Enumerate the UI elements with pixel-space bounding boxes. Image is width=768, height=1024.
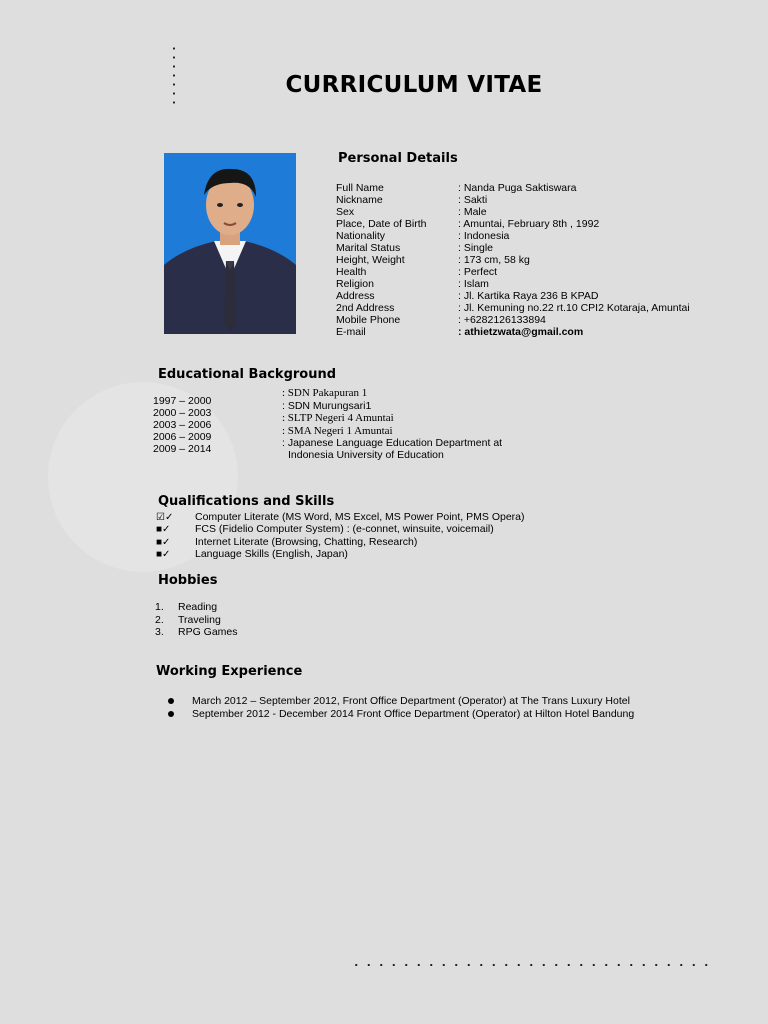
value-full-name: : Nanda Puga Saktiswara [458, 182, 577, 194]
list-item: September 2012 - December 2014 Front Office Department (Operator) at Hilton Hotel Bandung [168, 708, 634, 721]
list-item [156, 548, 525, 560]
list-item: 1. Reading [155, 601, 218, 613]
label-address: Address [336, 290, 375, 302]
label-birth: Place, Date of Birth [336, 218, 427, 230]
personal-details-heading: Personal Details [338, 151, 458, 166]
label-health: Health [336, 266, 367, 278]
list-item [156, 536, 525, 548]
list-item: 3. RPG Games [155, 626, 238, 638]
edu-school: : SMA Negeri 1 Amuntai [282, 424, 393, 437]
label-religion: Religion [336, 278, 374, 290]
value-marital: : Single [458, 242, 494, 254]
profile-photo [164, 153, 296, 334]
value-address: : Jl. Kartika Raya 236 B KPAD [458, 290, 599, 302]
edu-school: : SLTP Negeri 4 Amuntai [282, 412, 394, 424]
value-sex: : Male [458, 206, 487, 218]
work-heading: Working Experience [156, 664, 303, 679]
label-second-address: 2nd Address [336, 302, 395, 314]
edu-school: : SDN Pakapuran 1 [282, 387, 368, 399]
checkbox-icon: ☑✓ [156, 512, 174, 523]
education-schools [282, 387, 502, 461]
checkbox-icon: ■✓ [156, 548, 171, 560]
label-sex: Sex [336, 206, 355, 218]
bullet-icon [168, 698, 174, 704]
skill-text: Computer Literate (MS Word, MS Excel, MS Power Point, PMS Opera) [195, 511, 525, 523]
edu-year: 1997 – 2000 [153, 395, 212, 407]
label-marital: Marital Status [336, 242, 401, 254]
work-list [168, 695, 634, 720]
value-mobile: : +6282126133894 [458, 314, 546, 326]
value-height-weight: : 173 cm, 58 kg [458, 254, 530, 266]
edu-year: 2009 – 2014 [153, 443, 212, 455]
value-religion: : Islam [458, 278, 489, 290]
bullet-icon [168, 711, 174, 717]
checkbox-icon: ■✓ [156, 536, 171, 548]
education-heading: Educational Background [158, 367, 337, 382]
label-mobile: Mobile Phone [336, 314, 401, 326]
skills-list [156, 511, 525, 560]
skill-text: Internet Literate (Browsing, Chatting, Research) [195, 535, 418, 548]
list-item [156, 511, 525, 523]
skill-text: FCS (Fidelio Computer System) : (e-connet, winsuite, voicemail) [195, 523, 494, 536]
horizontal-dotted-line [350, 962, 712, 968]
skill-text: Language Skills (English, Japan) [195, 547, 348, 560]
label-email: E-mail [336, 326, 366, 338]
edu-year: 2006 – 2009 [153, 431, 212, 443]
label-nickname: Nickname [336, 194, 383, 206]
edu-year: 2000 – 2003 [153, 407, 212, 419]
list-item: March 2012 – September 2012, Front Office Department (Operator) at The Trans Luxury Hotel [168, 695, 634, 708]
checkbox-icon: ■✓ [156, 524, 171, 536]
personal-values [458, 182, 690, 338]
personal-labels [336, 182, 426, 338]
edu-school-continued: Indonesia University of Education [288, 449, 444, 461]
value-email[interactable]: : athietzwata@gmail.com [458, 326, 584, 338]
hobbies-heading: Hobbies [158, 573, 218, 588]
edu-year: 2003 – 2006 [153, 419, 212, 431]
document-title: CURRICULUM VITAE [285, 72, 543, 98]
label-nationality: Nationality [336, 230, 386, 242]
edu-school: : SDN Murungsari1 [282, 399, 372, 412]
skills-heading: Qualifications and Skills [158, 494, 335, 509]
education-years [153, 395, 211, 455]
value-nickname: : Sakti [458, 194, 488, 206]
hobbies-list [155, 601, 238, 639]
label-height-weight: Height, Weight [336, 254, 405, 266]
edu-school: : Japanese Language Education Department at [282, 437, 503, 449]
value-second-address: : Jl. Kemuning no.22 rt.10 CPI2 Kotaraja, Amuntai [458, 302, 690, 314]
value-birth: : Amuntai, February 8th , 1992 [458, 218, 600, 230]
list-item: 2. Traveling [155, 613, 221, 626]
list-item [156, 523, 525, 535]
value-health: : Perfect [458, 266, 498, 278]
label-full-name: Full Name [336, 182, 384, 194]
value-nationality: : Indonesia [458, 230, 510, 242]
